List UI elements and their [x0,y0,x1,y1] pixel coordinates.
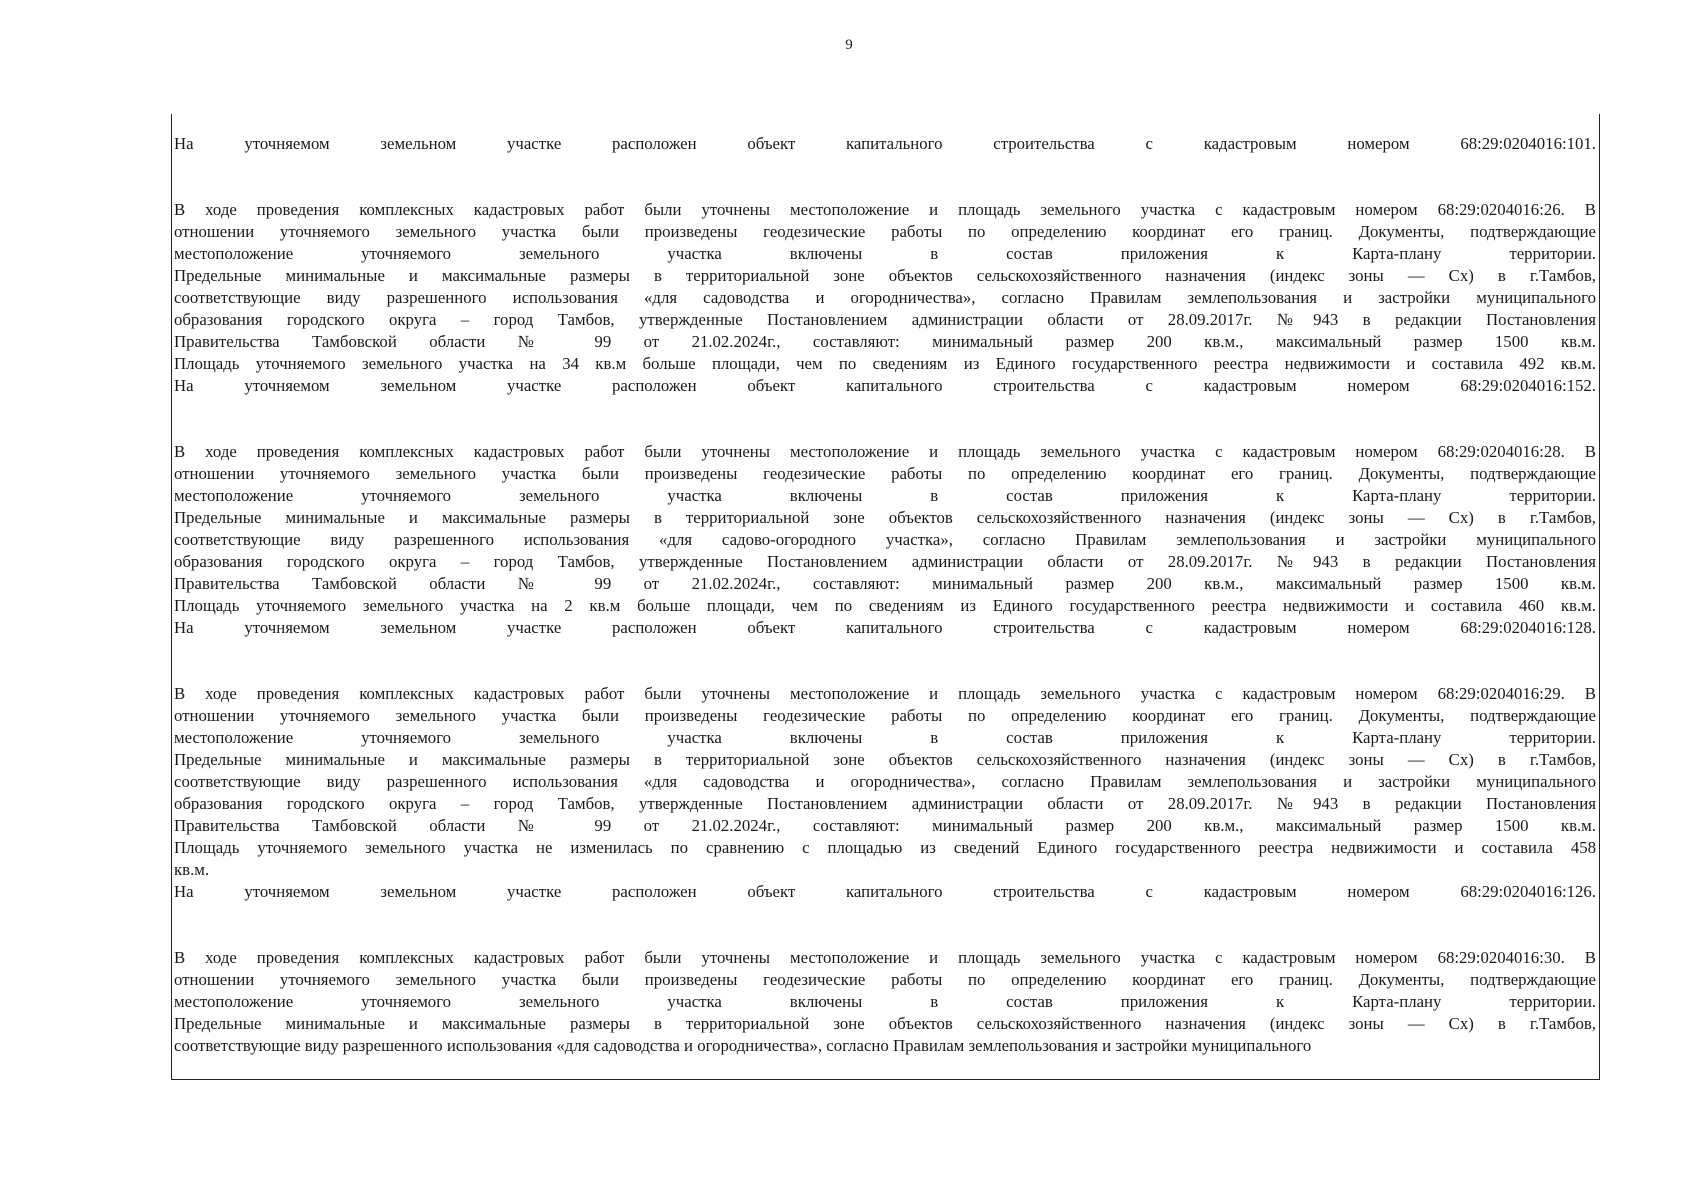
text-line: В ходе проведения комплексных кадастровых работ были уточнены местоположение и площадь земельного участка с кадастровым номером 68:29:0204016:26. В [174,200,1596,219]
text-line: Предельные минимальные и максимальные размеры в территориальной зоне объектов сельскохозяйственного назначения (индекс зоны — Сх) в г.Тамбов, [174,508,1596,527]
paragraph-gap [174,903,1596,947]
text-line: местоположение уточняемого земельного участка включены в состав приложения к Карта-плану территории. [174,244,1596,263]
paragraph-gap [174,639,1596,683]
text-line: Предельные минимальные и максимальные размеры в территориальной зоне объектов сельскохозяйственного назначения (индекс зоны — Сх) в г.Тамбов, [174,1014,1596,1033]
text-line: Правительства Тамбовской области № 99 от 21.02.2024г., составляют: минимальный размер 200 кв.м., максимальный размер 1500 кв.м. [174,332,1596,351]
text-line: отношении уточняемого земельного участка были произведены геодезические работы по определению координат его границ. Документы, подтверждающие [174,222,1596,241]
text-line: образования городского округа – город Тамбов, утвержденные Постановлением администрации области от 28.09.2017г. №943 в редакции Постановления [174,310,1596,329]
document-body [174,133,1596,1057]
text-line: соответствующие виду разрешенного использования «для садово-огородного участка», согласно Правилам землепользования и застройки муниципального [174,530,1596,549]
text-line: Правительства Тамбовской области № 99 от 21.02.2024г., составляют: минимальный размер 200 кв.м., максимальный размер 1500 кв.м. [174,816,1596,835]
text-line: В ходе проведения комплексных кадастровых работ были уточнены местоположение и площадь земельного участка с кадастровым номером 68:29:0204016:30. В [174,948,1596,967]
text-line: Правительства Тамбовской области № 99 от 21.02.2024г., составляют: минимальный размер 200 кв.м., максимальный размер 1500 кв.м. [174,574,1596,593]
text-line: Предельные минимальные и максимальные размеры в территориальной зоне объектов сельскохозяйственного назначения (индекс зоны — Сх) в г.Тамбов, [174,266,1596,285]
text-line: образования городского округа – город Тамбов, утвержденные Постановлением администрации области от 28.09.2017г. №943 в редакции Постановления [174,794,1596,813]
text-line: отношении уточняемого земельного участка были произведены геодезические работы по определению координат его границ. Документы, подтверждающие [174,706,1596,725]
text-line: образования городского округа – город Тамбов, утвержденные Постановлением администрации области от 28.09.2017г. №943 в редакции Постановления [174,552,1596,571]
paragraph-gap [174,155,1596,199]
text-line: местоположение уточняемого земельного участка включены в состав приложения к Карта-плану территории. [174,486,1596,505]
text-line: местоположение уточняемого земельного участка включены в состав приложения к Карта-плану территории. [174,992,1596,1011]
paragraph-gap [174,397,1596,441]
text-line: кв.м. [174,860,210,879]
text-line: На уточняемом земельном участке расположен объект капитального строительства с кадастровым номером 68:29:0204016:128. [174,618,1596,637]
text-line: Площадь уточняемого земельного участка на 34 кв.м больше площади, чем по сведениям из Единого государственного реестра недвижимости и составила 492 кв.м. [174,354,1596,373]
text-line: Предельные минимальные и максимальные размеры в территориальной зоне объектов сельскохозяйственного назначения (индекс зоны — Сх) в г.Тамбов, [174,750,1596,769]
text-line: На уточняемом земельном участке расположен объект капитального строительства с кадастровым номером 68:29:0204016:101. [174,134,1596,153]
text-line: На уточняемом земельном участке расположен объект капитального строительства с кадастровым номером 68:29:0204016:152. [174,376,1596,395]
text-line: В ходе проведения комплексных кадастровых работ были уточнены местоположение и площадь земельного участка с кадастровым номером 68:29:0204016:29. В [174,684,1596,703]
text-line: На уточняемом земельном участке расположен объект капитального строительства с кадастровым номером 68:29:0204016:126. [174,882,1596,901]
page-number: 9 [845,37,853,53]
text-line: Площадь уточняемого земельного участка на 2 кв.м больше площади, чем по сведениям из Единого государственного реестра недвижимости и составила 460 кв.м. [174,596,1596,615]
text-line: отношении уточняемого земельного участка были произведены геодезические работы по определению координат его границ. Документы, подтверждающие [174,970,1596,989]
text-line: Площадь уточняемого земельного участка не изменилась по сравнению с площадью из сведений Единого государственного реестра недвижимости и составила 458 [174,838,1596,857]
text-line: соответствующие виду разрешенного использования «для садоводства и огородничества», согласно Правилам землепользования и застройки муниципального [174,772,1596,791]
text-line: В ходе проведения комплексных кадастровых работ были уточнены местоположение и площадь земельного участка с кадастровым номером 68:29:0204016:28. В [174,442,1596,461]
text-line: соответствующие виду разрешенного использования «для садоводства и огородничества», согласно Правилам землепользования и застройки муниципального [174,288,1596,307]
text-line: соответствующие виду разрешенного использования «для садоводства и огородничества», согласно Правилам землепользования и застройки муниципального [174,1036,1312,1055]
text-line: местоположение уточняемого земельного участка включены в состав приложения к Карта-плану территории. [174,728,1596,747]
text-line: отношении уточняемого земельного участка были произведены геодезические работы по определению координат его границ. Документы, подтверждающие [174,464,1596,483]
